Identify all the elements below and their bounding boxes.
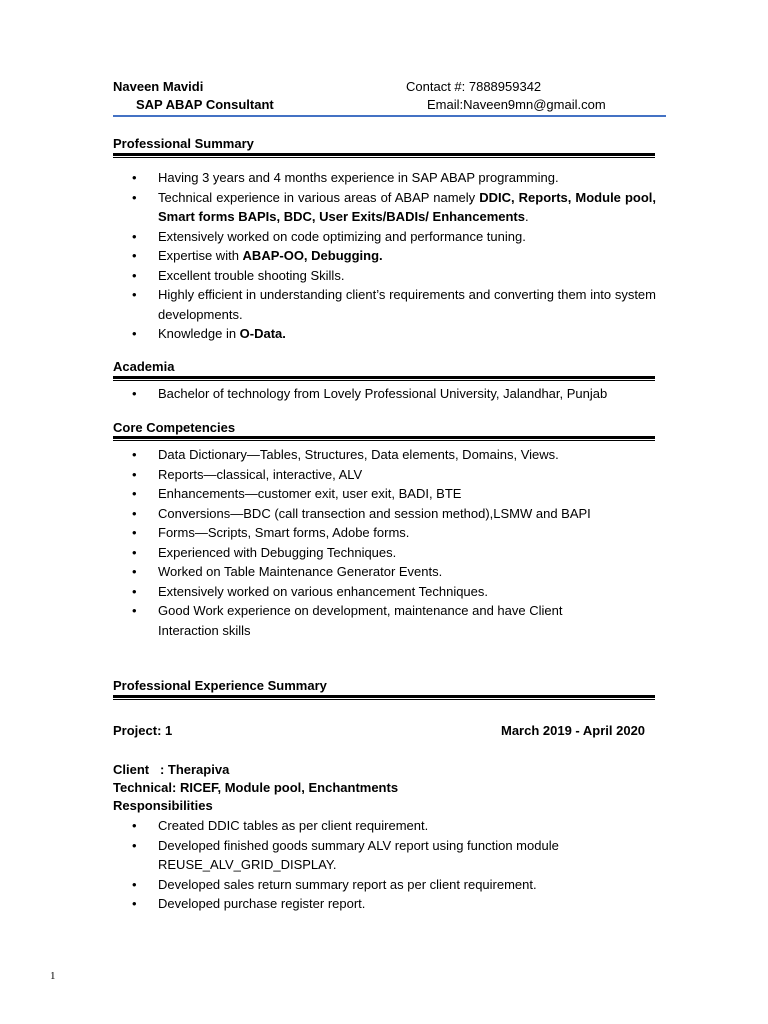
bullet-icon: • bbox=[132, 248, 137, 263]
item-text: Knowledge in bbox=[158, 326, 240, 341]
list-item bbox=[130, 465, 600, 485]
bullet-icon: • bbox=[132, 583, 137, 599]
contact-number: Contact #: 7888959342 bbox=[406, 79, 542, 94]
item-text: Developed finished goods summary ALV report using function module REUSE_ALV_GRID_DISPLAY. bbox=[158, 837, 559, 872]
item-text: Expertise with bbox=[158, 248, 243, 263]
list-item bbox=[130, 601, 600, 640]
list-item bbox=[130, 894, 590, 914]
header-divider bbox=[113, 115, 666, 117]
list-item bbox=[130, 384, 656, 404]
responsibilities-label: Responsibilities bbox=[113, 798, 213, 813]
list-item bbox=[130, 504, 600, 524]
list-item bbox=[130, 285, 656, 324]
competencies-list bbox=[130, 445, 600, 640]
list-item bbox=[130, 875, 590, 895]
section-heading-summary: Professional Summary bbox=[113, 136, 254, 151]
list-item bbox=[130, 484, 600, 504]
bullet-icon: • bbox=[132, 447, 137, 462]
list-item bbox=[130, 582, 600, 602]
page-number: 1 bbox=[50, 970, 56, 982]
item-text: Highly efficient in understanding client’s requirements and converting them into system developments. bbox=[158, 287, 656, 322]
list-item bbox=[130, 227, 656, 247]
item-text: Created DDIC tables as per client requirement. bbox=[158, 818, 429, 833]
list-item bbox=[130, 246, 656, 266]
bullet-icon: • bbox=[132, 505, 137, 521]
list-item bbox=[130, 168, 656, 188]
section-heading-experience: Professional Experience Summary bbox=[113, 678, 327, 693]
section-rule-academia bbox=[113, 376, 655, 382]
item-text: Developed purchase register report. bbox=[158, 896, 366, 911]
bullet-icon: • bbox=[132, 228, 137, 244]
list-item bbox=[130, 324, 656, 344]
candidate-title: SAP ABAP Consultant bbox=[136, 97, 274, 112]
item-text: Data Dictionary—Tables, Structures, Data elements, Domains, Views. bbox=[158, 447, 559, 462]
item-text: Good Work experience on development, maintenance and have Client Interaction skills bbox=[158, 603, 563, 638]
section-rule-summary bbox=[113, 153, 655, 159]
contact-email: Email:Naveen9mn@gmail.com bbox=[427, 97, 606, 112]
responsibilities-list bbox=[130, 816, 590, 914]
list-item bbox=[130, 188, 656, 227]
item-text: Reports—classical, interactive, ALV bbox=[158, 466, 363, 482]
bullet-icon: • bbox=[132, 267, 137, 283]
bullet-icon: • bbox=[132, 189, 137, 205]
item-text: Developed sales return summary report as per client requirement. bbox=[158, 876, 537, 892]
bullet-icon: • bbox=[132, 837, 137, 853]
item-text: Extensively worked on various enhancement Techniques. bbox=[158, 583, 489, 599]
item-text: Excellent trouble shooting Skills. bbox=[158, 267, 345, 283]
emphasis-text: O-Data. bbox=[239, 326, 286, 341]
bullet-icon: • bbox=[132, 486, 137, 501]
item-text: Extensively worked on code optimizing and performance tuning. bbox=[158, 228, 526, 244]
bullet-icon: • bbox=[132, 544, 137, 560]
bullet-icon: • bbox=[132, 564, 137, 579]
item-text: Experienced with Debugging Techniques. bbox=[158, 544, 397, 560]
project-dates: March 2019 - April 2020 bbox=[501, 723, 646, 738]
bullet-icon: • bbox=[132, 386, 137, 401]
client-line: Client : Therapiva bbox=[113, 762, 230, 777]
bullet-icon: • bbox=[132, 466, 137, 482]
bullet-icon: • bbox=[132, 896, 137, 911]
bullet-icon: • bbox=[132, 525, 137, 540]
academia-list bbox=[130, 384, 656, 404]
section-heading-academia: Academia bbox=[113, 359, 175, 374]
candidate-name: Naveen Mavidi bbox=[113, 79, 204, 94]
item-text: . bbox=[525, 209, 529, 224]
bullet-icon: • bbox=[132, 170, 137, 185]
list-item bbox=[130, 562, 600, 582]
list-item bbox=[130, 543, 600, 563]
list-item bbox=[130, 523, 600, 543]
section-heading-competencies: Core Competencies bbox=[113, 420, 236, 435]
bullet-icon: • bbox=[132, 287, 137, 302]
list-item bbox=[130, 266, 656, 286]
list-item bbox=[130, 816, 590, 836]
project-label: Project: 1 bbox=[113, 723, 173, 738]
section-rule-experience bbox=[113, 695, 655, 701]
section-rule-competencies bbox=[113, 436, 655, 442]
item-text: Forms—Scripts, Smart forms, Adobe forms. bbox=[158, 525, 410, 540]
bullet-icon: • bbox=[132, 876, 137, 892]
technical-line: Technical: RICEF, Module pool, Enchantments bbox=[113, 780, 399, 795]
summary-list bbox=[130, 168, 656, 344]
emphasis-text: DDIC, Reports, Module pool, Smart forms BAPIs, BDC, User Exits/BADIs/ Enhancements bbox=[158, 189, 657, 224]
bullet-icon: • bbox=[132, 326, 137, 341]
bullet-icon: • bbox=[132, 818, 137, 833]
list-item bbox=[130, 836, 590, 875]
item-text: Bachelor of technology from Lovely Professional University, Jalandhar, Punjab bbox=[158, 386, 608, 401]
item-text: Enhancements—customer exit, user exit, BADI, BTE bbox=[158, 486, 462, 501]
item-text: Technical experience in various areas of ABAP namely bbox=[158, 189, 480, 205]
item-text: Having 3 years and 4 months experience in SAP ABAP programming. bbox=[158, 170, 559, 185]
bullet-icon: • bbox=[132, 603, 137, 618]
list-item bbox=[130, 445, 600, 465]
item-text: Worked on Table Maintenance Generator Events. bbox=[158, 564, 443, 579]
item-text: Conversions—BDC (call transection and session method),LSMW and BAPI bbox=[158, 505, 591, 521]
emphasis-text: ABAP-OO, Debugging. bbox=[242, 248, 383, 263]
